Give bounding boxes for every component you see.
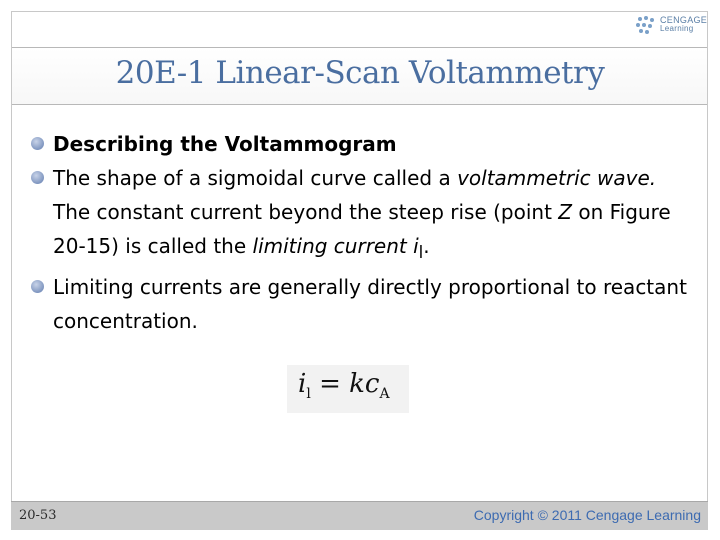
logo-line2: Learning — [660, 24, 694, 34]
logo-line1: CENGAGE — [660, 15, 708, 25]
equation-lhs: i — [298, 369, 307, 399]
subscript: l — [418, 243, 424, 262]
bullet-dot-icon — [31, 137, 44, 150]
bullet-text: The shape of a sigmoidal curve called a — [53, 166, 458, 190]
bullet-text: Limiting currents are generally directly proportional to reactant concentration. — [53, 275, 687, 333]
copyright-text: Copyright © 2011 Cengage Learning — [473, 507, 701, 523]
logo-text — [660, 16, 707, 34]
bullet-text: on Figure 20-15) is called the — [53, 200, 671, 258]
equation-rhs: kc — [349, 369, 380, 399]
page-title: 20E-1 Linear-Scan Voltammetry — [115, 55, 605, 91]
bullet-item — [18, 270, 698, 338]
bullet-item — [18, 161, 698, 270]
bullet-text-italic: voltammetric wave. — [457, 166, 657, 190]
equation-rhs-sub: A — [379, 386, 390, 403]
bullet-text: The constant current beyond the steep rise (point — [53, 200, 559, 224]
bullet-text: Describing the Voltammogram — [53, 132, 397, 156]
slide-content — [18, 127, 698, 338]
bullet-dot-icon — [31, 280, 44, 293]
bullet-dot-icon — [31, 171, 44, 184]
equation-equals: = — [319, 369, 341, 399]
page-number: 20-53 — [19, 508, 57, 523]
equation-lhs-sub: l — [306, 386, 311, 403]
bullet-text-italic: Z — [558, 200, 572, 224]
bullet-item — [18, 127, 698, 161]
equation — [298, 369, 390, 402]
bullet-text: . — [423, 234, 430, 258]
bullet-text-italic: limiting current i — [252, 234, 419, 258]
